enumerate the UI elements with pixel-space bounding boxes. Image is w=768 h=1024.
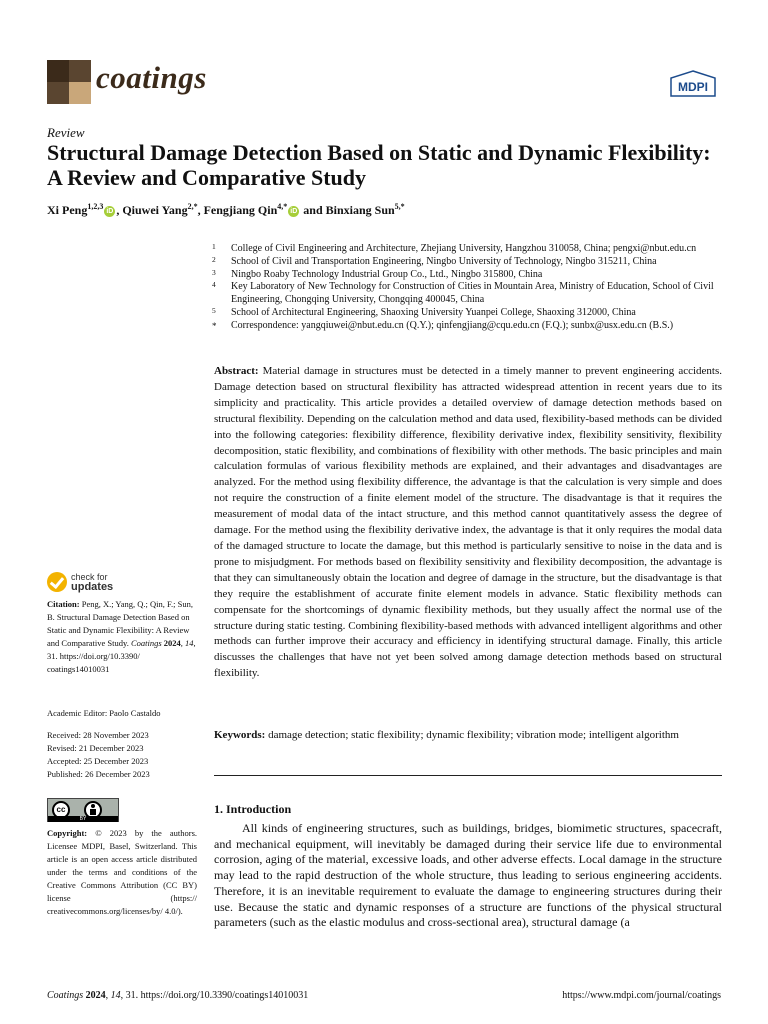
keywords (214, 727, 722, 743)
author-name: Fengjiang Qin (203, 203, 278, 217)
mdpi-logo (667, 70, 719, 100)
cc-by-license-icon[interactable]: cc BY (47, 798, 119, 822)
author-affiliation-marker: 1,2,3 (87, 202, 104, 211)
author-name: Xi Peng (47, 203, 88, 217)
affiliation-text: School of Civil and Transportation Engineering, Ningbo University of Technology, Ningbo 315211, China (231, 255, 657, 267)
author-separator: , (197, 203, 204, 217)
author-separator: , (116, 203, 123, 217)
academic-editor: Academic Editor: Paolo Castaldo (47, 708, 161, 718)
author-affiliation-marker: 5,* (394, 202, 405, 211)
journal-logo (47, 60, 91, 104)
received-date: Received: 28 November 2023 (47, 730, 149, 740)
footer-citation: Coatings 2024, 14, 31. https://doi.org/10.3390/coatings14010031 (47, 990, 309, 1001)
accepted-date: Accepted: 25 December 2023 (47, 756, 149, 766)
affiliation-number: 2 (212, 254, 216, 264)
abstract (214, 364, 722, 682)
orcid-icon[interactable]: iD (290, 207, 298, 215)
affiliation-list (212, 243, 722, 333)
affiliation-item (212, 320, 722, 333)
affiliation-text: Correspondence: yangqiuwei@nbut.edu.cn (Q.Y.); qinfengjiang@cqu.edu.cn (F.Q.); sunbx@usx.edu.cn (B.S.) (231, 319, 674, 331)
affiliation-number: * (212, 320, 217, 331)
affiliation-text: College of Civil Engineering and Architecture, Zhejiang University, Hangzhou 310058, China; pengxi@nbut.edu.cn (231, 243, 697, 254)
affiliation-number: 1 (212, 242, 216, 251)
checkmark-icon (47, 572, 67, 592)
citation-block: Citation: Peng, X.; Yang, Q.; Qin, F.; Sun, B. Structural Damage Detection Based on Static and Dynamic Flexibility: A Review and Comparative Study. Coatings 2024, 14, 31. https://doi.org/10.3390/ coatings14010031 (47, 599, 196, 674)
affiliation-text: School of Architectural Engineering, Shaoxing University Yuanpei College, Shaoxing 312000, China (231, 306, 636, 318)
copyright-block: Copyright: © 2023 by the authors. Licensee MDPI, Basel, Switzerland. This article is an open access article distributed under the terms and conditions of the Creative Commons Attribution (CC BY) license (https:// creativecommons.org/licenses/by/ 4.0/). (47, 828, 197, 916)
affiliation-item (212, 256, 722, 269)
dates-block (47, 729, 197, 781)
author-list (47, 202, 405, 218)
author-name: Binxiang Sun (325, 203, 395, 217)
affiliation-item (212, 269, 722, 282)
svg-text:MDPI: MDPI (678, 80, 708, 94)
revised-date: Revised: 21 December 2023 (47, 743, 144, 753)
affiliation-text: Ningbo Roaby Technology Industrial Group Co., Ltd., Ningbo 315800, China (231, 268, 543, 280)
keywords-text: damage detection; static flexibility; dynamic flexibility; vibration mode; intelligent algorithm (268, 729, 679, 741)
author-separator: and (300, 203, 326, 217)
section-heading-introduction: 1. Introduction (214, 802, 292, 816)
article-type: Review (47, 125, 85, 140)
affiliation-item (212, 281, 722, 307)
footer-journal-url[interactable]: https://www.mdpi.com/journal/coatings (562, 990, 721, 1001)
affiliation-number: 3 (212, 267, 216, 277)
author-affiliation-marker: 2,* (187, 202, 198, 211)
published-date: Published: 26 December 2023 (47, 769, 150, 779)
keywords-label: Keywords: (214, 729, 266, 741)
divider (214, 775, 722, 776)
orcid-icon[interactable]: iD (106, 207, 114, 215)
affiliation-number: 5 (212, 305, 216, 315)
introduction-text: All kinds of engineering structures, such as buildings, bridges, biomimetic structures, spacecraft, and mechanical equipment, will inevitably be damaged during their service life due to environmental corrosion, aging of the material, excessive loads, and other adverse effects. Local damage in the structure may lead to the rapid destruction of the whole structure, thus leading to serious engineering accidents. Therefore, it is an inevitable requirement to evaluate the damage to engineering structures during their use. Because the static and dynamic responses of a structure are functions of the physical structural parameters (such as the elastic modulus and cross-sectional area), structural damage (a (214, 821, 722, 930)
article-title: Structural Damage Detection Based on Static and Dynamic Flexibility: A Review and Comparative Study (47, 140, 711, 190)
journal-name: coatings (96, 60, 207, 95)
affiliation-number: 4 (212, 280, 216, 290)
author-affiliation-marker: 4,* (277, 202, 288, 211)
abstract-label: Abstract: (214, 365, 259, 377)
author-name: Qiuwei Yang (122, 203, 188, 217)
affiliation-item (212, 307, 722, 320)
affiliation-item (212, 243, 722, 256)
abstract-text: Material damage in structures must be detected in a timely manner to prevent engineering accidents. Damage detection based on structural flexibility has attracted widespread attention in recent years due to its simplicity and practicality. This article provides a detailed overview of damage detection methods based on structural flexibility. Depending on the calculation method and data used, flexibility-based methods can be divided into the following categories: flexibility difference, flexibility derivative index, flexibility sensitivity, flexibility decomposition, static flexibility, and combinations of flexibility with other methods. The basic principles and main calculation formulas of various flexibility methods are explained, and their advantages and disadvantages are analyzed. For the method using flexibility difference, the advantage is that the calculation is very simple and does not require the construction of a finite element model of the structure. The disadvantage is that it requires the measurement of modal data of the intact structure, and this method cannot quantitatively assess the degree of damage. For the method using the flexibility derivative index, the advantage is that it only requires the modal data of the damaged structure to locate the damage, but this method is particularly sensitive to noise in the data and is prone to misjudgment. For methods based on flexibility sensitivity and flexibility decomposition, the advantage is that they can simultaneously obtain the location and degree of damage in the structure, but the disadvantage is that they require the establishment of accurate finite element models in advance. Static flexibility methods can compensate for the shortcomings of dynamic flexibility methods, but they usually affect the normal use of the structure during static testing. Combining flexibility-based methods with advanced intelligent algorithms and other methods can further improve their accuracy and efficiency in identifying structural damage. Finally, this article discusses the challenges that have not yet been solved among damage detection methods based on structural flexibility. (214, 365, 723, 680)
affiliation-text: Key Laboratory of New Technology for Construction of Cities in Mountain Area, Ministry of Education, School of Civil Engineering, Chongqing University, Chongqing 400045, China (231, 281, 714, 306)
check-for-updates-badge[interactable]: check for updates (47, 572, 187, 594)
